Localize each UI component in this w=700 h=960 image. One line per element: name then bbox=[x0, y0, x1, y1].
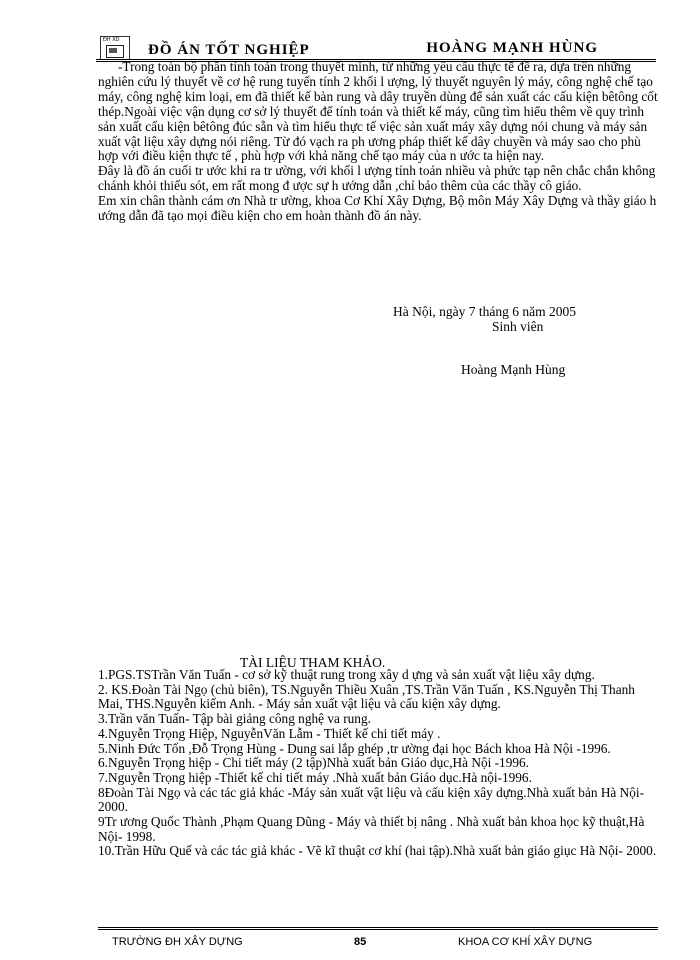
reference-item: 8Đoàn Tài Ngọ và các tác giả khác -Máy sản xuất vật liệu và cấu kiện xây dựng.Nhà xuất bản Hà Nội- 2000. bbox=[98, 784, 645, 815]
reference-item: 6.Nguyễn Trọng hiệp - Chi tiết máy (2 tập)Nhà xuất bản Giáo dục,Hà Nội -1996. bbox=[98, 755, 529, 771]
reference-item: 2. KS.Đoàn Tài Ngọ (chủ biên), TS.Nguyễn Thiều Xuân ,TS.Trần Văn Tuấn , KS.Nguyễn Thị Thanh Mai, THS.Nguyễn kiếm Anh. - Máy sản xuất vật liệu và cấu kiện xây dựng. bbox=[98, 681, 635, 712]
reference-item: 7.Nguyễn Trọng hiệp -Thiết kế chi tiết máy .Nhà xuất bản Giáo dục.Hà nội-1996. bbox=[98, 769, 532, 785]
reference-item: 1.PGS.TSTrần Văn Tuấn - cơ sở kỹ thuật rung trong xây d ựng và sản xuất vật liệu xây dựng. bbox=[98, 667, 595, 682]
university-logo bbox=[100, 36, 130, 60]
reference-item: 4.Nguyễn Trọng Hiệp, NguyễnVăn Lẫm - Thiết kế chi tiết máy . bbox=[98, 725, 441, 741]
paragraph: Đây là đồ án cuối tr ước khi ra tr ường, với khối l ượng tính toán nhiều và phức tạp nên chắc chắn không chánh khỏi thiếu sót, em rất mong đ ược sự h ướng dẫn ,chỉ bảo thêm của các thầy cô giáo. bbox=[98, 163, 656, 194]
logo-text: ĐH XD bbox=[103, 37, 120, 43]
paragraph: -Trong toàn bộ phần tính toán trong thuyết minh, từ những yêu cầu thực tế đề ra, dựa trên những nghiên cứu lý thuyết về cơ hệ rung tuyến tính 2 khối l ượng, lý thuyết nguyên lý máy, công nghệ chế tạo máy, công nghệ kim loại, em đã thiết kế bàn rung và dây truyền dùng để sản xuất các cấu kiện bêtông cốt thép.Ngoài việc vận dụng cơ sở lý thuyết để tính toán và thiết kế máy, cũng tìm hiểu thêm về quy trình sản xuất cấu kiện bêtông đúc sẵn và tìm hiểu thực tế việc sản xuất máy xây dựng nói chung và máy sản xuất vật liệu xây dựng nói riêng. Từ đó vạch ra ph ương pháp thiết kế dây chuyền và máy sao cho phù hợp với điều kiện thực tế , phù hợp với khả năng chế tạo máy của n ước ta hiện nay. bbox=[98, 59, 658, 164]
header-author: HOÀNG MẠNH HÙNG bbox=[426, 40, 598, 56]
paragraph: Em xin chân thành cám ơn Nhà tr ường, khoa Cơ Khí Xây Dựng, Bộ môn Máy Xây Dựng và thầy giáo h ướng dẫn đã tạo mọi điều kiện cho em hoàn thành đồ án này. bbox=[98, 193, 657, 224]
footer-rule bbox=[98, 927, 658, 930]
conclusion-text bbox=[98, 60, 658, 224]
header-title: ĐỒ ÁN TỐT NGHIỆP bbox=[148, 42, 310, 58]
footer-university: TRƯỜNG ĐH XÂY DỰNG bbox=[112, 936, 243, 948]
references-title: TÀI LIỆU THAM KHẢO. bbox=[240, 655, 386, 670]
page-footer bbox=[98, 934, 658, 954]
references-list bbox=[98, 668, 658, 859]
reference-item: 3.Trần văn Tuấn- Tập bài giảng công nghệ va rung. bbox=[98, 711, 371, 727]
reference-item: 9Tr ương Quốc Thành ,Phạm Quang Dũng - Máy và thiết bị nâng . Nhà xuất bản khoa học kỹ thuật,Hà Nội- 1998. bbox=[98, 814, 645, 844]
reference-item: 5.Ninh Đức Tốn ,Đỗ Trọng Hùng - Dung sai lắp ghép ,tr ường đại học Bách khoa Hà Nội -1996. bbox=[98, 740, 611, 756]
signature-role: Sinh viên bbox=[492, 319, 544, 334]
reference-item: 10.Trần Hữu Quế và các tác giả khác - Vẽ kĩ thuật cơ khí (hai tập).Nhà xuất bản giáo giục Hà Nội- 2000. bbox=[98, 843, 657, 859]
signature-date: Hà Nội, ngày 7 tháng 6 năm 2005 bbox=[393, 304, 576, 319]
footer-faculty: KHOA CƠ KHÍ XÂY DỰNG bbox=[458, 936, 593, 948]
page-number: 85 bbox=[354, 936, 367, 948]
signature-name: Hoàng Mạnh Hùng bbox=[461, 362, 566, 377]
